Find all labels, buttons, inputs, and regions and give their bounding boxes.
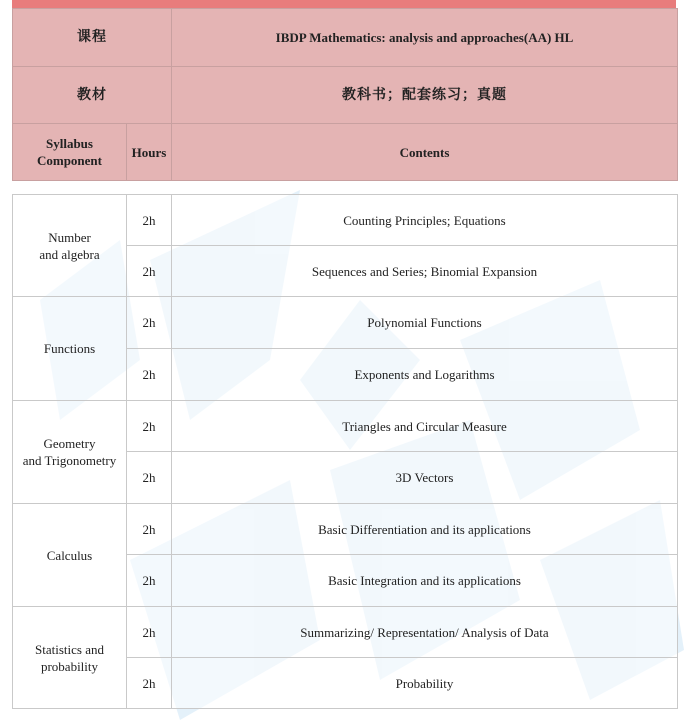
hours-cell: 2h bbox=[127, 504, 172, 555]
content-cell: 3D Vectors bbox=[172, 452, 678, 504]
content-cell: Basic Differentiation and its applications bbox=[172, 504, 678, 555]
course-value: IBDP Mathematics: analysis and approaches(AA) HL bbox=[172, 9, 678, 67]
table-row bbox=[13, 504, 678, 555]
table-row bbox=[13, 195, 678, 246]
content-cell: Summarizing/ Representation/ Analysis of Data bbox=[172, 607, 678, 658]
course-label: 课程 bbox=[13, 9, 172, 67]
content-cell: Exponents and Logarithms bbox=[172, 349, 678, 401]
content-cell: Basic Integration and its applications bbox=[172, 555, 678, 607]
component-geometry-trigonometry: Geometry and Trigonometry bbox=[13, 401, 127, 504]
material-label: 教材 bbox=[13, 67, 172, 124]
material-value: 教科书；配套练习；真题 bbox=[172, 67, 678, 124]
hours-cell: 2h bbox=[127, 349, 172, 401]
column-header-hours: Hours bbox=[127, 124, 172, 181]
component-statistics-probability: Statistics and probability bbox=[13, 607, 127, 709]
course-header-table bbox=[12, 8, 678, 181]
content-cell: Probability bbox=[172, 658, 678, 709]
hours-cell: 2h bbox=[127, 297, 172, 349]
syllabus-table bbox=[12, 194, 678, 709]
table-row bbox=[13, 297, 678, 349]
component-calculus: Calculus bbox=[13, 504, 127, 607]
hours-cell: 2h bbox=[127, 401, 172, 452]
hours-cell: 2h bbox=[127, 555, 172, 607]
content-cell: Triangles and Circular Measure bbox=[172, 401, 678, 452]
table-row bbox=[13, 401, 678, 452]
hours-cell: 2h bbox=[127, 246, 172, 297]
component-functions: Functions bbox=[13, 297, 127, 401]
hours-cell: 2h bbox=[127, 607, 172, 658]
top-accent-strip bbox=[12, 0, 676, 8]
table-row bbox=[13, 607, 678, 658]
component-number-algebra: Number and algebra bbox=[13, 195, 127, 297]
column-header-contents: Contents bbox=[172, 124, 678, 181]
hours-cell: 2h bbox=[127, 195, 172, 246]
hours-cell: 2h bbox=[127, 658, 172, 709]
content-cell: Sequences and Series; Binomial Expansion bbox=[172, 246, 678, 297]
column-header-component: Syllabus Component bbox=[13, 124, 127, 181]
content-cell: Polynomial Functions bbox=[172, 297, 678, 349]
content-cell: Counting Principles; Equations bbox=[172, 195, 678, 246]
hours-cell: 2h bbox=[127, 452, 172, 504]
